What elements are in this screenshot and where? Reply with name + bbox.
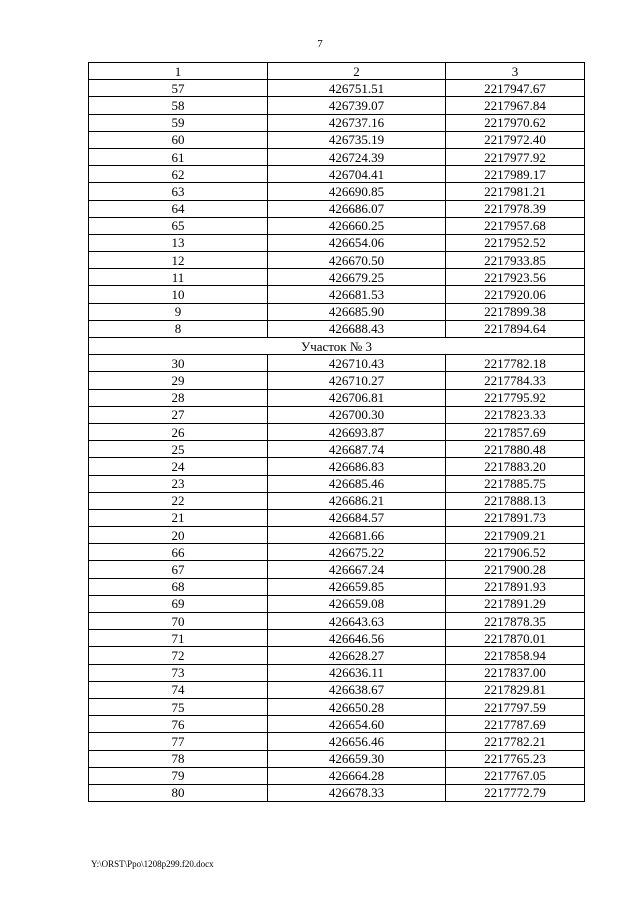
table-row xyxy=(89,527,585,544)
table-cell: 426654.60 xyxy=(268,716,446,733)
table-cell: 10 xyxy=(89,286,268,303)
table-cell: 426751.51 xyxy=(268,80,446,97)
table-row xyxy=(89,148,585,165)
table-cell: 58 xyxy=(89,97,268,114)
table-cell: 2217947.67 xyxy=(446,80,585,97)
table-row xyxy=(89,750,585,767)
table-cell: 2217970.62 xyxy=(446,114,585,131)
table-cell: 2217787.69 xyxy=(446,716,585,733)
table-row xyxy=(89,166,585,183)
table-cell: 426710.27 xyxy=(268,372,446,389)
table-cell: 426667.24 xyxy=(268,561,446,578)
table-cell: 426659.85 xyxy=(268,578,446,595)
table-cell: 2217989.17 xyxy=(446,166,585,183)
table-cell: 2217957.68 xyxy=(446,217,585,234)
table-cell: 426686.83 xyxy=(268,458,446,475)
table-cell: 2217967.84 xyxy=(446,97,585,114)
table-cell: 72 xyxy=(89,647,268,664)
table-row xyxy=(89,613,585,630)
table-cell: 2217891.73 xyxy=(446,509,585,526)
header-row xyxy=(89,63,585,80)
table-cell: 2217977.92 xyxy=(446,148,585,165)
table-cell: 2217906.52 xyxy=(446,544,585,561)
table-cell: 426681.66 xyxy=(268,527,446,544)
table-cell: 70 xyxy=(89,613,268,630)
table-cell: 60 xyxy=(89,131,268,148)
table-row xyxy=(89,716,585,733)
table-cell: 426724.39 xyxy=(268,148,446,165)
table-row xyxy=(89,320,585,337)
table-cell: 2217981.21 xyxy=(446,183,585,200)
table-cell: 426735.19 xyxy=(268,131,446,148)
table-cell: 426710.43 xyxy=(268,355,446,372)
table-row xyxy=(89,630,585,647)
column-header: 1 xyxy=(89,63,268,80)
page-number: 7 xyxy=(317,38,323,50)
table-cell: 426687.74 xyxy=(268,441,446,458)
table-cell: 26 xyxy=(89,423,268,440)
table-row xyxy=(89,784,585,801)
table-row xyxy=(89,475,585,492)
table-cell: 68 xyxy=(89,578,268,595)
table-row xyxy=(89,561,585,578)
table-cell: 2217772.79 xyxy=(446,784,585,801)
table-cell: 2217899.38 xyxy=(446,303,585,320)
table-cell: 2217782.21 xyxy=(446,733,585,750)
table-cell: 61 xyxy=(89,148,268,165)
table-cell: 426659.30 xyxy=(268,750,446,767)
table-cell: 79 xyxy=(89,767,268,784)
table-cell: 426737.16 xyxy=(268,114,446,131)
table-row xyxy=(89,767,585,784)
coordinates-table xyxy=(88,62,585,802)
table-cell: 2217795.92 xyxy=(446,389,585,406)
table-row xyxy=(89,647,585,664)
table-cell: 30 xyxy=(89,355,268,372)
table-cell: 67 xyxy=(89,561,268,578)
table-row xyxy=(89,544,585,561)
table-row xyxy=(89,372,585,389)
column-header: 3 xyxy=(446,63,585,80)
table-cell: 426654.06 xyxy=(268,234,446,251)
table-row xyxy=(89,406,585,423)
table-cell: 426656.46 xyxy=(268,733,446,750)
table-cell: 426688.43 xyxy=(268,320,446,337)
coordinates-table-body xyxy=(89,63,585,802)
table-cell: 76 xyxy=(89,716,268,733)
table-cell: 12 xyxy=(89,252,268,269)
table-cell: 2217784.33 xyxy=(446,372,585,389)
table-cell: 2217891.93 xyxy=(446,578,585,595)
table-cell: 426628.27 xyxy=(268,647,446,664)
table-row xyxy=(89,441,585,458)
table-row xyxy=(89,578,585,595)
section-title: Участок № 3 xyxy=(89,338,585,355)
table-row xyxy=(89,217,585,234)
table-cell: 426659.08 xyxy=(268,595,446,612)
table-row xyxy=(89,595,585,612)
table-cell: 426636.11 xyxy=(268,664,446,681)
table-cell: 66 xyxy=(89,544,268,561)
table-cell: 426679.25 xyxy=(268,269,446,286)
table-cell: 426646.56 xyxy=(268,630,446,647)
table-cell: 2217797.59 xyxy=(446,698,585,715)
table-cell: 2217888.13 xyxy=(446,492,585,509)
table-cell: 426684.57 xyxy=(268,509,446,526)
table-row xyxy=(89,303,585,320)
table-row xyxy=(89,183,585,200)
table-cell: 78 xyxy=(89,750,268,767)
table-cell: 2217823.33 xyxy=(446,406,585,423)
table-cell: 2217767.05 xyxy=(446,767,585,784)
table-cell: 426678.33 xyxy=(268,784,446,801)
table-row xyxy=(89,200,585,217)
file-path-footer: Y:\ORST\Ppo\1208p299.f20.docx xyxy=(91,859,214,869)
table-row xyxy=(89,492,585,509)
table-cell: 2217837.00 xyxy=(446,664,585,681)
table-cell: 426670.50 xyxy=(268,252,446,269)
table-row xyxy=(89,131,585,148)
table-cell: 11 xyxy=(89,269,268,286)
table-cell: 57 xyxy=(89,80,268,97)
table-cell: 2217920.06 xyxy=(446,286,585,303)
table-cell: 426700.30 xyxy=(268,406,446,423)
table-cell: 63 xyxy=(89,183,268,200)
table-cell: 2217933.85 xyxy=(446,252,585,269)
table-row xyxy=(89,80,585,97)
table-cell: 2217880.48 xyxy=(446,441,585,458)
table-cell: 2217858.94 xyxy=(446,647,585,664)
table-row xyxy=(89,509,585,526)
table-cell: 2217891.29 xyxy=(446,595,585,612)
table-cell: 77 xyxy=(89,733,268,750)
table-cell: 13 xyxy=(89,234,268,251)
table-cell: 426681.53 xyxy=(268,286,446,303)
table-cell: 2217923.56 xyxy=(446,269,585,286)
table-cell: 2217952.52 xyxy=(446,234,585,251)
table-cell: 62 xyxy=(89,166,268,183)
table-cell: 2217857.69 xyxy=(446,423,585,440)
table-row xyxy=(89,355,585,372)
table-cell: 2217894.64 xyxy=(446,320,585,337)
table-cell: 2217782.18 xyxy=(446,355,585,372)
table-row xyxy=(89,681,585,698)
table-row xyxy=(89,698,585,715)
table-cell: 64 xyxy=(89,200,268,217)
table-cell: 426706.81 xyxy=(268,389,446,406)
table-row xyxy=(89,234,585,251)
table-row xyxy=(89,252,585,269)
table-cell: 426664.28 xyxy=(268,767,446,784)
table-row xyxy=(89,458,585,475)
table-cell: 426685.90 xyxy=(268,303,446,320)
table-cell: 426686.07 xyxy=(268,200,446,217)
table-cell: 59 xyxy=(89,114,268,131)
table-cell: 71 xyxy=(89,630,268,647)
table-cell: 27 xyxy=(89,406,268,423)
table-row xyxy=(89,97,585,114)
table-cell: 426690.85 xyxy=(268,183,446,200)
table-cell: 8 xyxy=(89,320,268,337)
table-cell: 2217978.39 xyxy=(446,200,585,217)
table-cell: 21 xyxy=(89,509,268,526)
table-cell: 65 xyxy=(89,217,268,234)
table-cell: 23 xyxy=(89,475,268,492)
table-cell: 25 xyxy=(89,441,268,458)
table-row xyxy=(89,423,585,440)
table-row xyxy=(89,664,585,681)
table-cell: 426675.22 xyxy=(268,544,446,561)
table-cell: 2217765.23 xyxy=(446,750,585,767)
table-cell: 2217870.01 xyxy=(446,630,585,647)
table-cell: 29 xyxy=(89,372,268,389)
table-cell: 2217900.28 xyxy=(446,561,585,578)
table-row xyxy=(89,114,585,131)
table-cell: 426643.63 xyxy=(268,613,446,630)
table-cell: 24 xyxy=(89,458,268,475)
table-cell: 426693.87 xyxy=(268,423,446,440)
table-cell: 75 xyxy=(89,698,268,715)
table-row xyxy=(89,389,585,406)
table-cell: 426739.07 xyxy=(268,97,446,114)
table-cell: 74 xyxy=(89,681,268,698)
table-cell: 2217883.20 xyxy=(446,458,585,475)
table-row xyxy=(89,733,585,750)
table-cell: 2217885.75 xyxy=(446,475,585,492)
table-cell: 28 xyxy=(89,389,268,406)
table-cell: 2217829.81 xyxy=(446,681,585,698)
table-cell: 69 xyxy=(89,595,268,612)
table-cell: 20 xyxy=(89,527,268,544)
table-cell: 426685.46 xyxy=(268,475,446,492)
table-cell: 2217909.21 xyxy=(446,527,585,544)
table-cell: 2217878.35 xyxy=(446,613,585,630)
table-cell: 426686.21 xyxy=(268,492,446,509)
table-cell: 22 xyxy=(89,492,268,509)
table-cell: 426650.28 xyxy=(268,698,446,715)
table-cell: 2217972.40 xyxy=(446,131,585,148)
table-cell: 73 xyxy=(89,664,268,681)
table-cell: 426638.67 xyxy=(268,681,446,698)
column-header: 2 xyxy=(268,63,446,80)
table-row xyxy=(89,286,585,303)
section-row xyxy=(89,338,585,355)
table-row xyxy=(89,269,585,286)
table-cell: 80 xyxy=(89,784,268,801)
table-cell: 9 xyxy=(89,303,268,320)
table-cell: 426704.41 xyxy=(268,166,446,183)
table-cell: 426660.25 xyxy=(268,217,446,234)
